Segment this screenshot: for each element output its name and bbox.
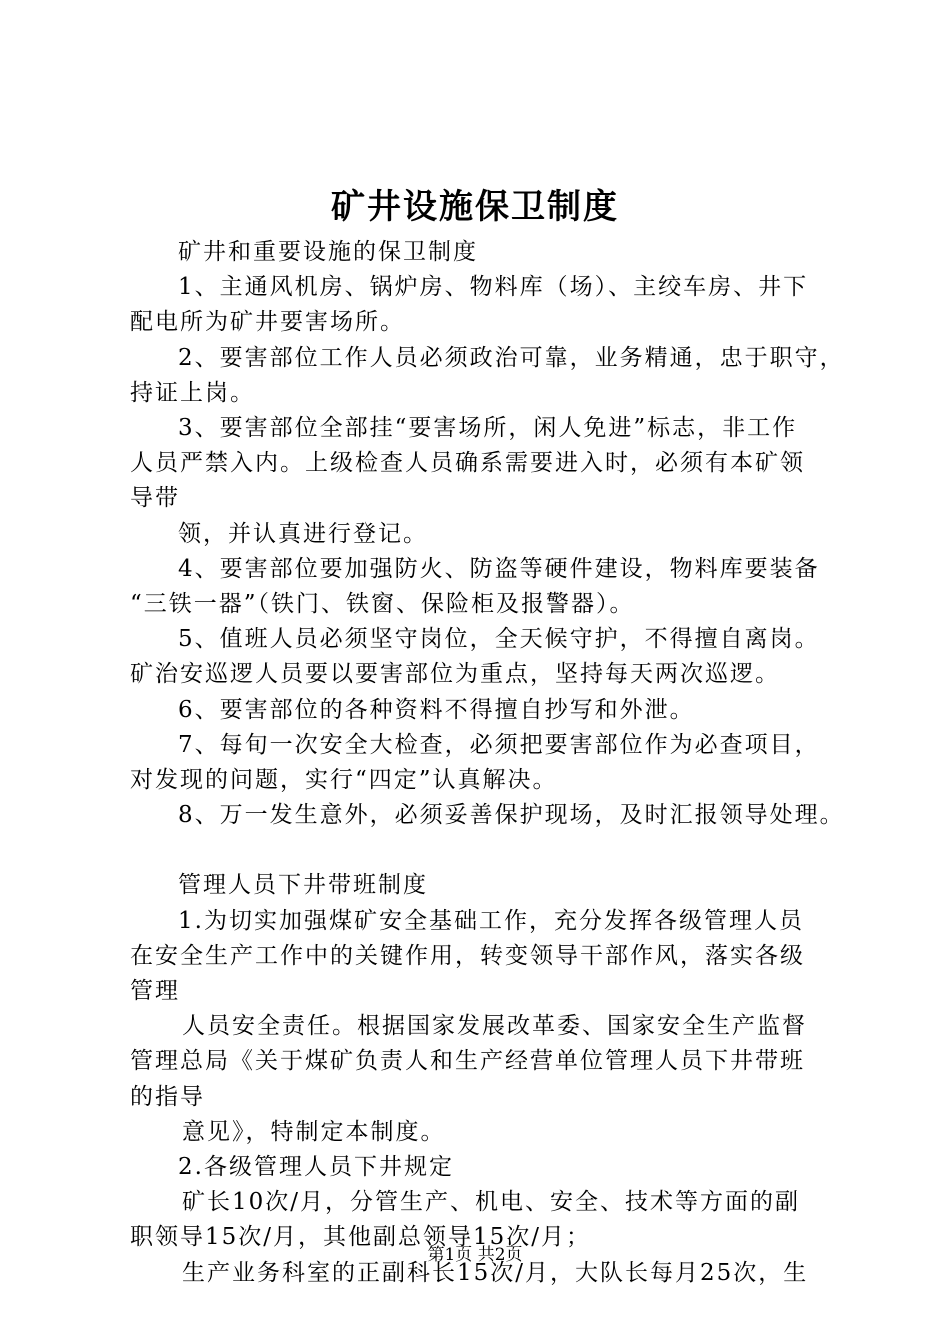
paragraph-line: 领，并认真进行登记。	[178, 520, 428, 547]
page-number-footer: 第1页 共2页	[427, 1245, 523, 1265]
blank-line	[130, 833, 835, 868]
paragraph-line: 管理总局《关于煤矿负责人和生产经营单位管理人员下井带班	[130, 1048, 805, 1075]
paragraph-line: 4、要害部位要加强防火、防盗等硬件建设，物料库要装备	[178, 555, 820, 582]
paragraph-line: 矿长10次/月，分管生产、机电、安全、技术等方面的副	[182, 1189, 801, 1216]
paragraph-line: 人员安全责任。根据国家发展改革委、国家安全生产监督	[182, 1013, 807, 1040]
paragraph-line: 导带	[130, 485, 180, 512]
paragraph-line: “三铁一器”（铁门、铁窗、保险柜及报警器）。	[130, 591, 635, 618]
paragraph-line: 配电所为矿井要害场所。	[130, 309, 405, 336]
paragraph-line: 对发现的问题，实行“四定”认真解决。	[130, 767, 558, 794]
paragraph-line: 1、主通风机房、锅炉房、物料库（场）、主绞车房、井下	[178, 274, 809, 301]
section-heading: 矿井和重要设施的保卫制度	[178, 239, 478, 265]
paragraph-line: 3、要害部位全部挂“要害场所，闲人免进”标志，非工作	[178, 415, 798, 442]
paragraph-line: 持证上岗。	[130, 379, 255, 406]
paragraph-line: 在安全生产工作中的关键作用，转变领导干部作风，落实各级	[130, 942, 805, 969]
paragraph-line: 2、要害部位工作人员必须政治可靠，业务精通，忠于职守，	[178, 344, 845, 371]
paragraph-line: 6、要害部位的各种资料不得擅自抄写和外泄。	[178, 696, 695, 723]
paragraph-line: 生产业务科室的正副科长15次/月，大队长每月25次，生	[182, 1259, 809, 1286]
paragraph-line: 2.各级管理人员下井规定	[178, 1154, 454, 1181]
paragraph-line: 8、万一发生意外，必须妥善保护现场，及时汇报领导处理。	[178, 802, 845, 829]
paragraph-line: 矿治安巡逻人员要以要害部位为重点，坚持每天两次巡逻。	[130, 661, 780, 688]
paragraph-line: 的指导	[130, 1083, 205, 1110]
paragraph-line: 职领导15次/月，其他副总领导15次/月；	[130, 1224, 592, 1251]
document-body	[130, 235, 845, 1291]
paragraph-line: 人员严禁入内。上级检查人员确系需要进入时，必须有本矿领	[130, 450, 805, 477]
section-heading: 管理人员下井带班制度	[178, 872, 428, 899]
paragraph-line: 7、每旬一次安全大检查，必须把要害部位作为必查项目，	[178, 731, 820, 758]
document-title: 矿井设施保卫制度	[331, 187, 619, 227]
paragraph-line: 5、值班人员必须坚守岗位，全天候守护，不得擅自离岗。	[178, 626, 820, 653]
paragraph-line: 意见》，特制定本制度。	[182, 1118, 446, 1145]
paragraph-line: 管理	[130, 978, 180, 1005]
paragraph-line: 1.为切实加强煤矿安全基础工作，充分发挥各级管理人员	[178, 907, 804, 934]
